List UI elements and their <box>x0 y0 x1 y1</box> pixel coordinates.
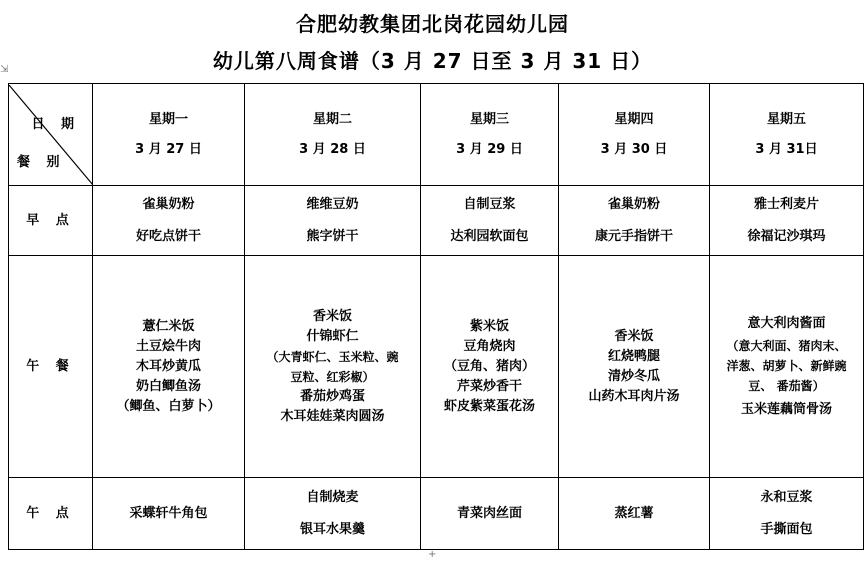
menu-item: 紫米饭 <box>469 318 509 334</box>
menu-item: 达利园软面包 <box>450 228 529 244</box>
row-label-snack: 午 点 <box>9 478 93 550</box>
menu-item: 什锦虾仁 <box>306 328 359 344</box>
menu-item: 薏仁米饭 <box>142 318 195 334</box>
snack-row <box>9 478 864 550</box>
menu-item: 豆角烧肉 <box>463 338 516 354</box>
menu-cell <box>245 186 421 256</box>
menu-item: 香米饭 <box>312 308 352 324</box>
menu-item: 青菜肉丝面 <box>456 505 522 521</box>
menu-item: （意大利面、猪肉末、 <box>726 338 847 353</box>
menu-cell <box>710 186 864 256</box>
menu-cell <box>559 256 710 478</box>
menu-item: （豆角、猪肉） <box>443 358 535 374</box>
menu-item: 徐福记沙琪玛 <box>747 228 826 244</box>
menu-item: 木耳娃娃菜肉圆汤 <box>280 408 385 424</box>
day-header-fri <box>710 84 864 186</box>
menu-item: 虾皮紫菜蛋花汤 <box>443 398 535 414</box>
menu-item: 土豆烩牛肉 <box>135 338 201 354</box>
menu-item: 自制豆浆 <box>463 196 516 212</box>
menu-item: 维维豆奶 <box>306 196 359 212</box>
menu-table <box>8 83 864 550</box>
page-title: 合肥幼教集团北岗花园幼儿园 <box>296 12 569 36</box>
corner-cell <box>9 84 93 186</box>
menu-cell <box>710 478 864 550</box>
menu-item: （鲫鱼、白萝卜） <box>116 398 221 414</box>
day-date: 3 月 27 日 <box>135 141 202 157</box>
corner-meal-label: 餐 别 <box>17 154 66 170</box>
menu-item: （大青虾仁、玉米粒、豌 <box>266 349 399 364</box>
menu-cell <box>421 478 559 550</box>
corner-date-label: 日 期 <box>31 116 80 132</box>
day-name: 星期三 <box>469 111 509 127</box>
day-date: 3 月 28 日 <box>299 141 366 157</box>
menu-item: 好吃点饼干 <box>135 228 201 244</box>
day-header-mon <box>93 84 245 186</box>
menu-item: 豆、 番茄酱） <box>748 378 825 393</box>
menu-item: 康元手指饼干 <box>594 228 673 244</box>
menu-item: 永和豆浆 <box>760 489 813 505</box>
menu-cell <box>710 256 864 478</box>
day-header-tue <box>245 84 421 186</box>
menu-item: 银耳水果羹 <box>299 521 365 537</box>
menu-cell <box>93 186 245 256</box>
menu-item: 采蝶轩牛角包 <box>129 505 208 521</box>
menu-cell <box>421 186 559 256</box>
day-date: 3 月 29 日 <box>456 141 523 157</box>
add-row-icon[interactable]: + <box>428 549 437 560</box>
menu-cell <box>93 256 245 478</box>
lunch-row <box>9 256 864 478</box>
menu-item: 蒸红薯 <box>614 505 654 521</box>
menu-item: 雀巢奶粉 <box>142 196 195 212</box>
day-header-wed <box>421 84 559 186</box>
menu-item: 奶白鲫鱼汤 <box>135 378 201 394</box>
menu-cell <box>421 256 559 478</box>
menu-item: 自制烧麦 <box>306 489 359 505</box>
menu-item: 手撕面包 <box>760 521 813 537</box>
menu-cell <box>245 256 421 478</box>
menu-item: 意大利肉酱面 <box>747 315 826 331</box>
menu-item: 木耳炒黄瓜 <box>135 358 201 374</box>
menu-item: 雅士利麦片 <box>753 196 819 212</box>
menu-cell <box>559 186 710 256</box>
menu-item: 豆粒、红彩椒） <box>290 369 375 384</box>
row-label-lunch: 午 餐 <box>9 256 93 478</box>
menu-item: 洋葱、胡萝卜、新鲜豌 <box>726 358 847 373</box>
menu-item: 清炒冬瓜 <box>607 368 660 384</box>
menu-item: 芹菜炒香干 <box>456 378 522 394</box>
row-label-breakfast: 早 点 <box>9 186 93 256</box>
menu-cell <box>559 478 710 550</box>
day-name: 星期一 <box>148 111 188 127</box>
table-move-handle-icon[interactable]: ⇲ <box>0 64 9 75</box>
menu-item: 雀巢奶粉 <box>607 196 660 212</box>
day-date: 3 月 30 日 <box>600 141 668 157</box>
menu-item: 红烧鸭腿 <box>607 348 660 364</box>
menu-item: 番茄炒鸡蛋 <box>299 388 365 404</box>
menu-item: 熊字饼干 <box>306 228 359 244</box>
day-name: 星期二 <box>312 111 352 127</box>
menu-item: 山药木耳肉片汤 <box>588 388 680 404</box>
day-date: 3 月 31日 <box>755 141 818 157</box>
day-header-thu <box>559 84 710 186</box>
menu-cell <box>93 478 245 550</box>
menu-item: 香米饭 <box>614 328 654 344</box>
header-row <box>9 84 864 186</box>
day-name: 星期五 <box>766 111 806 127</box>
day-name: 星期四 <box>614 111 654 127</box>
menu-cell <box>245 478 421 550</box>
page-subtitle: 幼儿第八周食谱（3 月 27 日至 3 月 31 日） <box>212 49 653 73</box>
menu-item: 玉米莲藕筒骨汤 <box>740 401 832 417</box>
breakfast-row <box>9 186 864 256</box>
